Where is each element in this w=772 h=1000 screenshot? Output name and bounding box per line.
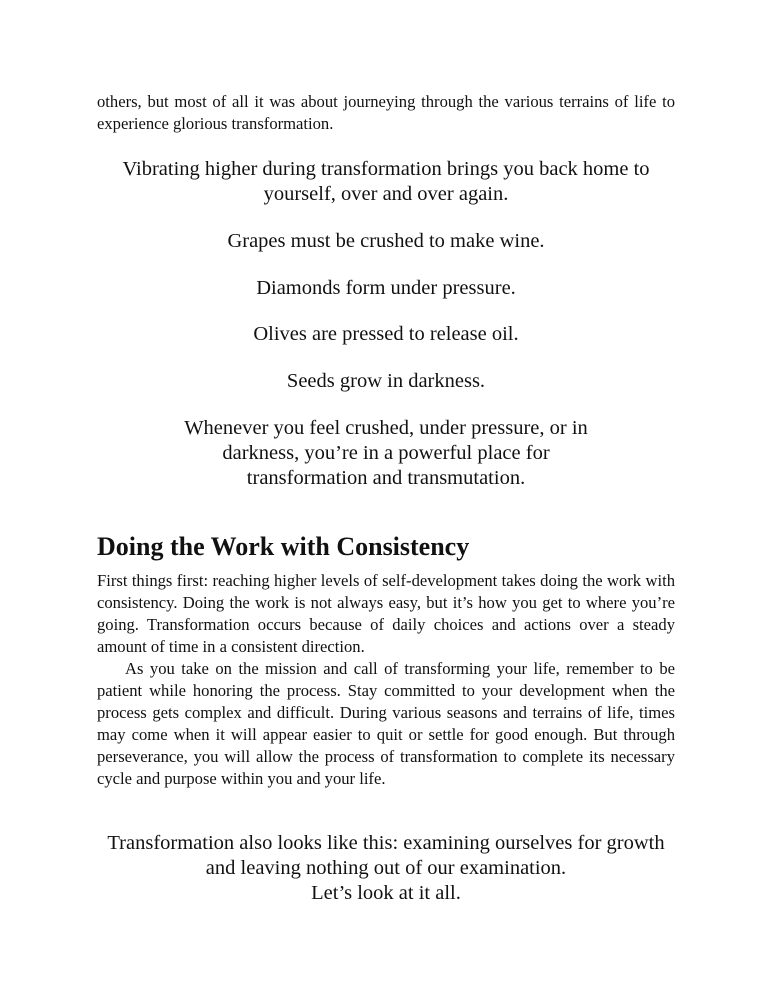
section-paragraph-2: As you take on the mission and call of transforming your life, remember to be patient while honoring the process. Stay committed to your development when the process gets complex and difficult. During various seasons and terrains of life, times may come when it will appear easier to quit or settle for good enough. But through perseverance, you will allow the process of transformation to complete its necessary cycle and purpose within you and your life. (97, 659, 675, 788)
closing-line2: and leaving nothing out of our examination. (205, 857, 567, 879)
intro-paragraph: others, but most of all it was about journeying through the various terrains of life to experience glorious transformation. (97, 92, 675, 133)
closing-statement (80, 831, 692, 906)
quote-vibrating-line2: yourself, over and over again. (263, 183, 509, 205)
quote-olives: Olives are pressed to release oil. (253, 323, 519, 345)
quote-diamonds: Diamonds form under pressure. (256, 277, 516, 299)
closing-line3: Let’s look at it all. (311, 882, 461, 904)
section-heading: Doing the Work with Consistency (97, 532, 470, 561)
quote-whenever-line3: transformation and transmutation. (246, 467, 526, 489)
quote-seeds: Seeds grow in darkness. (286, 370, 486, 392)
closing-line1: Transformation also looks like this: examining ourselves for growth (107, 832, 665, 854)
section-paragraph-1: First things first: reaching higher levels of self-development takes doing the work with consistency. Doing the work is not always easy, but it’s how you get to where you’re going. Transformation occurs because of daily choices and actions over a steady amount of time in a consistent direction. (97, 571, 675, 656)
quote-grapes: Grapes must be crushed to make wine. (227, 230, 545, 252)
quote-whenever-line2: darkness, you’re in a powerful place for (222, 442, 550, 464)
quote-vibrating-line1: Vibrating higher during transformation brings you back home to (122, 158, 650, 180)
quote-vibrating (90, 157, 682, 207)
quote-whenever-line1: Whenever you feel crushed, under pressure, or in (184, 417, 588, 439)
quote-whenever (90, 416, 682, 491)
